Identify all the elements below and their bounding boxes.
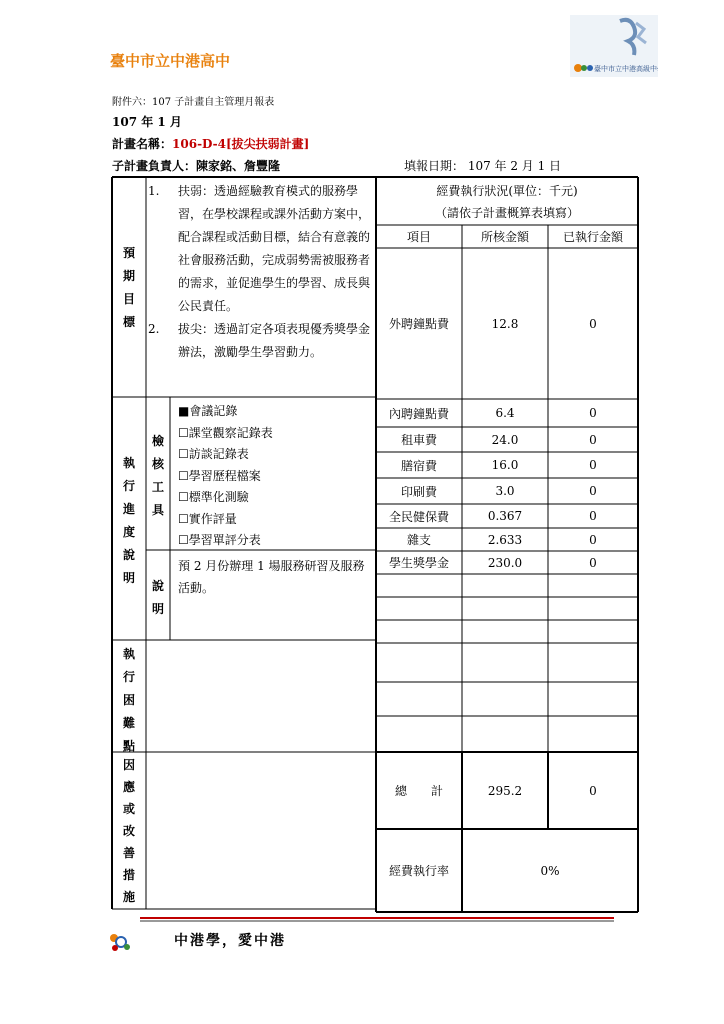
check-item-performance[interactable]: ☐實作評量 — [178, 511, 237, 526]
row-item: 內聘鐘點費 — [388, 406, 449, 421]
row-approved: 230.0 — [487, 555, 523, 570]
row-approved: 3.0 — [495, 484, 515, 498]
row-approved: 12.8 — [491, 316, 519, 331]
total-executed: 0 — [589, 783, 597, 798]
progress-label: 執 行 進 度 說 明 — [122, 456, 135, 585]
row-executed: 0 — [589, 316, 597, 331]
row-approved: 24.0 — [491, 432, 519, 447]
project-label: 計畫名稱： — [112, 137, 173, 151]
svg-text:臺中市立中港高級中學: 臺中市立中港高級中學 — [594, 65, 658, 73]
col-approved-header: 所核金額 — [480, 230, 529, 244]
col-executed-header: 已執行金額 — [562, 230, 623, 244]
checkbox-icon[interactable]: ☐ — [178, 533, 189, 547]
row-approved: 6.4 — [495, 406, 515, 420]
check-item-observation[interactable]: ☐課堂觀察記錄表 — [178, 425, 273, 440]
report-year-month: 107 年 1 月 — [112, 115, 182, 129]
improve-label: 因 應 或 改 善 措 施 — [122, 758, 135, 904]
row-executed: 0 — [589, 555, 597, 570]
explain-label: 說 明 — [151, 579, 164, 616]
goals-list — [148, 180, 370, 364]
checkbox-icon[interactable]: ☐ — [178, 468, 189, 483]
row-executed: 0 — [589, 406, 597, 420]
checkbox-checked-icon[interactable]: ■ — [178, 404, 190, 418]
row-approved: 16.0 — [491, 458, 519, 472]
row-executed: 0 — [589, 432, 597, 447]
budget-subtitle: （請依子計畫概算表填寫） — [434, 205, 579, 220]
check-item-worksheet[interactable]: ☐學習單評分表 — [178, 533, 261, 547]
explain-text: 預 2 月份辦理 1 場服務研習及服務活動。 — [178, 559, 365, 595]
check-tools-list — [178, 401, 273, 552]
footer-divider-shadow — [140, 920, 614, 922]
checkbox-icon[interactable]: ☐ — [178, 490, 189, 504]
row-approved: 0.367 — [487, 509, 523, 523]
check-item-meeting[interactable]: ■會議記錄 — [178, 404, 238, 418]
execution-rate-label: 經費執行率 — [388, 864, 449, 878]
check-item-standard-test[interactable]: ☐標準化測驗 — [178, 490, 249, 504]
goal-item: 1. 扶弱：透過經驗教育模式的服務學習，在學校課程或課外活動方案中，配合課程或活動目標，結合有意義的社會服務活動，完成弱勢需被服務者的需求，並促進學生的學習、成長與公民責任。 — [148, 184, 371, 313]
footer-divider — [140, 917, 614, 919]
row-executed: 0 — [589, 532, 597, 547]
school-emblem-icon — [108, 930, 132, 954]
check-item-interview[interactable]: ☐訪談記錄表 — [178, 447, 249, 461]
check-tools-label: 檢 核 工 具 — [151, 434, 164, 517]
project-code: 106-D-4[拔尖扶弱計畫] — [172, 137, 310, 151]
checkbox-icon[interactable]: ☐ — [178, 511, 189, 526]
difficulty-label: 執 行 困 難 點 — [122, 647, 135, 753]
checkbox-icon[interactable]: ☐ — [178, 425, 189, 440]
fill-date: 填報日期： 107 年 2 月 1 日 — [404, 159, 562, 173]
row-item: 租車費 — [400, 433, 437, 447]
total-approved: 295.2 — [487, 783, 523, 798]
execution-rate-value: 0% — [540, 863, 560, 878]
col-item-header: 項目 — [406, 230, 431, 244]
check-item-portfolio[interactable]: ☐學習歷程檔案 — [178, 468, 261, 483]
row-executed: 0 — [589, 458, 597, 472]
row-item: 外聘鐘點費 — [388, 317, 449, 331]
goals-label: 預 期 目 標 — [122, 246, 135, 329]
attachment-title: 附件六：107 子計畫自主管理月報表 — [112, 97, 275, 108]
school-name: 臺中市立中港高中 — [110, 52, 231, 70]
footer-motto: 中港學，愛中港 — [174, 933, 286, 949]
row-item: 膳宿費 — [400, 458, 437, 473]
total-label: 總 計 — [394, 784, 443, 798]
checkbox-icon[interactable]: ☐ — [178, 447, 189, 461]
row-executed: 0 — [589, 484, 597, 498]
project-owner: 子計畫負責人：陳家銘、詹豐隆 — [112, 159, 281, 173]
row-executed: 0 — [589, 509, 597, 523]
row-item: 雜支 — [406, 533, 431, 547]
goal-item: 2. 拔尖：透過訂定各項表現優秀獎學金辦法，激勵學生學習動力。 — [148, 322, 371, 359]
row-item: 印刷費 — [400, 484, 437, 499]
budget-title: 經費執行狀況(單位：千元) — [436, 183, 578, 198]
row-item: 學生獎學金 — [388, 556, 449, 570]
row-approved: 2.633 — [487, 532, 523, 547]
row-item: 全民健保費 — [388, 509, 449, 524]
